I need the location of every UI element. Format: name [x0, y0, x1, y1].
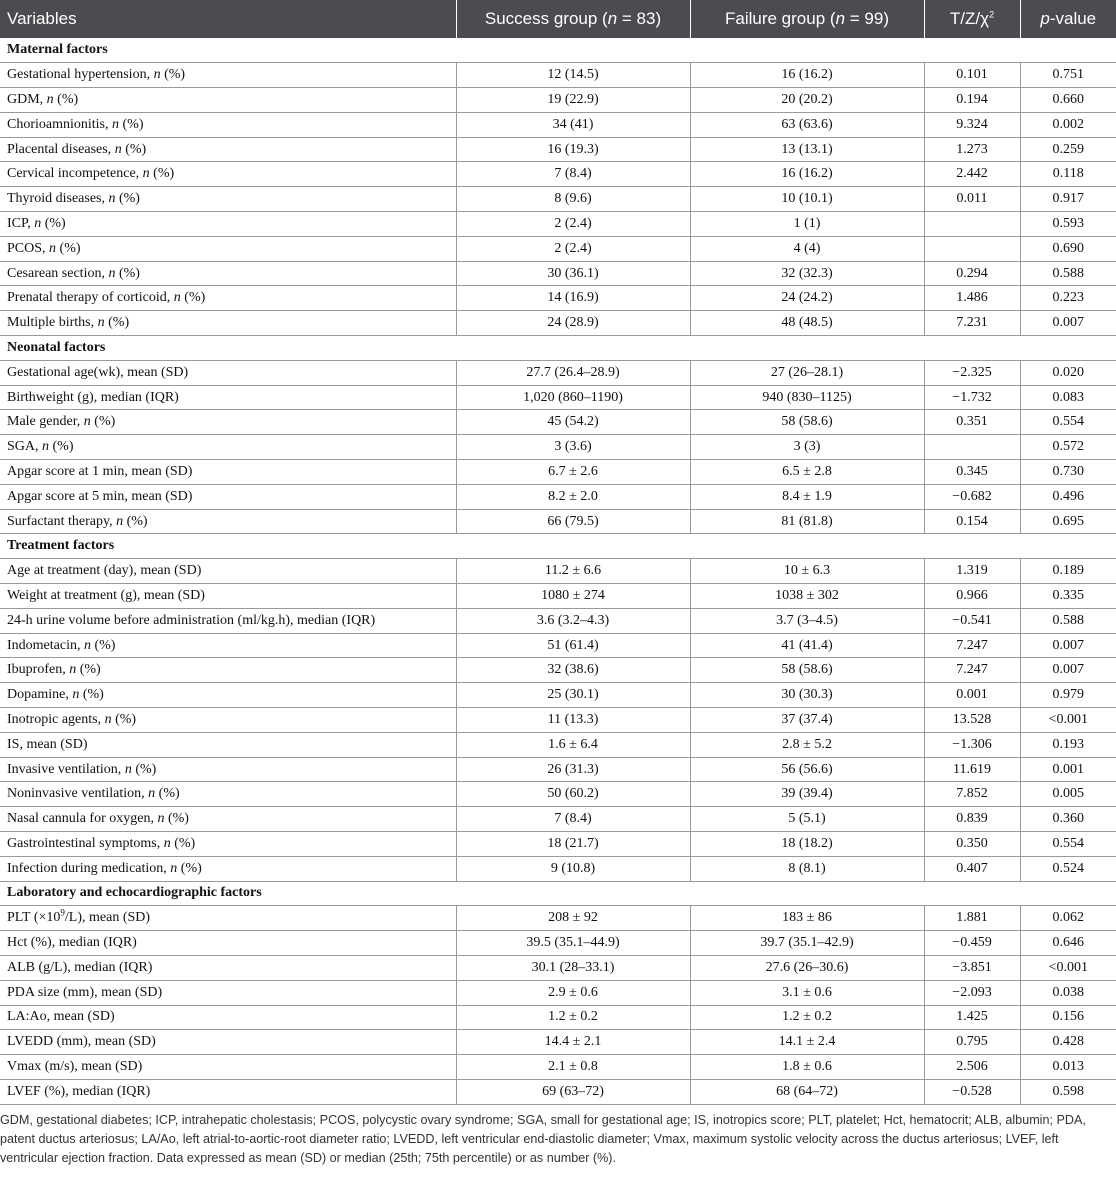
table-row: [0, 931, 1116, 956]
failure-group-value: 20 (20.2): [690, 88, 924, 113]
success-group-value: 66 (79.5): [456, 509, 690, 534]
table-row: [0, 509, 1116, 534]
p-value: 0.007: [1020, 633, 1116, 658]
failure-group-value: 41 (41.4): [690, 633, 924, 658]
table-row: [0, 708, 1116, 733]
test-statistic-value: −0.682: [924, 484, 1020, 509]
table-row: [0, 1030, 1116, 1055]
test-statistic-value: −2.093: [924, 980, 1020, 1005]
p-value: 0.554: [1020, 410, 1116, 435]
test-statistic-value: 0.194: [924, 88, 1020, 113]
success-group-value: 1.6 ± 6.4: [456, 732, 690, 757]
variable-label: Inotropic agents, n (%): [0, 708, 456, 733]
test-statistic-value: −2.325: [924, 360, 1020, 385]
p-value: 0.013: [1020, 1055, 1116, 1080]
p-value: 0.588: [1020, 608, 1116, 633]
variable-label: LVEDD (mm), mean (SD): [0, 1030, 456, 1055]
failure-group-value: 30 (30.3): [690, 683, 924, 708]
section-title: Laboratory and echocardiographic factors: [0, 881, 1116, 906]
failure-group-value: 10 ± 6.3: [690, 559, 924, 584]
success-group-value: 34 (41): [456, 112, 690, 137]
failure-group-value: 3.1 ± 0.6: [690, 980, 924, 1005]
variable-label: Thyroid diseases, n (%): [0, 187, 456, 212]
success-group-value: 2 (2.4): [456, 212, 690, 237]
success-group-value: 208 ± 92: [456, 906, 690, 931]
success-group-value: 2.1 ± 0.8: [456, 1055, 690, 1080]
failure-group-value: 18 (18.2): [690, 832, 924, 857]
success-group-value: 25 (30.1): [456, 683, 690, 708]
failure-group-value: 940 (830–1125): [690, 385, 924, 410]
failure-group-value: 10 (10.1): [690, 187, 924, 212]
variable-label: Dopamine, n (%): [0, 683, 456, 708]
test-statistic-value: 0.839: [924, 807, 1020, 832]
success-group-value: 30.1 (28–33.1): [456, 955, 690, 980]
table-row: [0, 435, 1116, 460]
table-row: [0, 757, 1116, 782]
success-group-value: 3 (3.6): [456, 435, 690, 460]
success-group-value: 8 (9.6): [456, 187, 690, 212]
p-value: 0.005: [1020, 782, 1116, 807]
variable-label: IS, mean (SD): [0, 732, 456, 757]
success-group-value: 45 (54.2): [456, 410, 690, 435]
table-row: [0, 63, 1116, 88]
failure-group-value: 4 (4): [690, 236, 924, 261]
table-row: [0, 732, 1116, 757]
test-statistic-value: 0.101: [924, 63, 1020, 88]
table-row: [0, 559, 1116, 584]
failure-group-value: 2.8 ± 5.2: [690, 732, 924, 757]
table-header: [0, 0, 1116, 38]
test-statistic-value: −0.528: [924, 1079, 1020, 1104]
test-statistic-value: 1.273: [924, 137, 1020, 162]
variable-label: Vmax (m/s), mean (SD): [0, 1055, 456, 1080]
failure-group-value: 58 (58.6): [690, 410, 924, 435]
variable-label: PCOS, n (%): [0, 236, 456, 261]
variable-label: Gastrointestinal symptoms, n (%): [0, 832, 456, 857]
p-value: 0.259: [1020, 137, 1116, 162]
success-group-value: 1080 ± 274: [456, 584, 690, 609]
failure-group-value: 16 (16.2): [690, 162, 924, 187]
p-value: 0.917: [1020, 187, 1116, 212]
success-group-value: 27.7 (26.4–28.9): [456, 360, 690, 385]
failure-group-value: 27.6 (26–30.6): [690, 955, 924, 980]
success-group-value: 69 (63–72): [456, 1079, 690, 1104]
p-value: 0.223: [1020, 286, 1116, 311]
test-statistic-value: 2.442: [924, 162, 1020, 187]
success-group-value: 7 (8.4): [456, 807, 690, 832]
p-value: 0.001: [1020, 757, 1116, 782]
failure-group-value: 56 (56.6): [690, 757, 924, 782]
success-group-value: 26 (31.3): [456, 757, 690, 782]
test-statistic-value: 7.231: [924, 311, 1020, 336]
test-statistic-value: 2.506: [924, 1055, 1020, 1080]
variable-label: GDM, n (%): [0, 88, 456, 113]
failure-group-value: 39 (39.4): [690, 782, 924, 807]
table-row: [0, 832, 1116, 857]
variable-label: Cervical incompetence, n (%): [0, 162, 456, 187]
failure-group-value: 37 (37.4): [690, 708, 924, 733]
p-value: 0.690: [1020, 236, 1116, 261]
header-test-statistic: $T/Z/\chi^2$: [924, 0, 1020, 38]
section-header-row: [0, 881, 1116, 906]
p-value: 0.189: [1020, 559, 1116, 584]
table-row: [0, 484, 1116, 509]
success-group-value: 16 (19.3): [456, 137, 690, 162]
test-statistic-value: 0.795: [924, 1030, 1020, 1055]
success-group-value: 12 (14.5): [456, 63, 690, 88]
p-value: 0.524: [1020, 856, 1116, 881]
p-value: 0.007: [1020, 311, 1116, 336]
section-header-row: [0, 336, 1116, 361]
variable-label: Cesarean section, n (%): [0, 261, 456, 286]
success-group-value: 8.2 ± 2.0: [456, 484, 690, 509]
test-statistic-value: 0.154: [924, 509, 1020, 534]
variable-label: 24-h urine volume before administration (ml/kg.h), median (IQR): [0, 608, 456, 633]
table-row: [0, 608, 1116, 633]
success-group-value: 18 (21.7): [456, 832, 690, 857]
success-group-value: 2.9 ± 0.6: [456, 980, 690, 1005]
table-body: [0, 38, 1116, 1104]
test-statistic-value: 7.247: [924, 658, 1020, 683]
success-group-value: 2 (2.4): [456, 236, 690, 261]
failure-group-value: 1.2 ± 0.2: [690, 1005, 924, 1030]
section-title: Maternal factors: [0, 38, 1116, 63]
failure-group-value: 81 (81.8): [690, 509, 924, 534]
failure-group-value: 48 (48.5): [690, 311, 924, 336]
table-row: [0, 460, 1116, 485]
success-group-value: 39.5 (35.1–44.9): [456, 931, 690, 956]
p-value: 0.496: [1020, 484, 1116, 509]
test-statistic-value: −1.306: [924, 732, 1020, 757]
variable-label: Chorioamnionitis, n (%): [0, 112, 456, 137]
table-row: [0, 137, 1116, 162]
p-value: 0.002: [1020, 112, 1116, 137]
table-row: [0, 1005, 1116, 1030]
test-statistic-value: [924, 435, 1020, 460]
test-statistic-value: 9.324: [924, 112, 1020, 137]
test-statistic-value: 11.619: [924, 757, 1020, 782]
table-row: [0, 360, 1116, 385]
variable-label: Multiple births, n (%): [0, 311, 456, 336]
success-group-value: 11.2 ± 6.6: [456, 559, 690, 584]
variable-label: PDA size (mm), mean (SD): [0, 980, 456, 1005]
variable-label: Male gender, n (%): [0, 410, 456, 435]
test-statistic-value: 13.528: [924, 708, 1020, 733]
header-variables: Variables: [0, 0, 456, 38]
variable-label: LVEF (%), median (IQR): [0, 1079, 456, 1104]
table-row: [0, 261, 1116, 286]
success-group-value: 9 (10.8): [456, 856, 690, 881]
failure-group-value: 39.7 (35.1–42.9): [690, 931, 924, 956]
variable-label: Infection during medication, n (%): [0, 856, 456, 881]
success-group-value: 30 (36.1): [456, 261, 690, 286]
test-statistic-value: 7.852: [924, 782, 1020, 807]
failure-group-value: 13 (13.1): [690, 137, 924, 162]
variable-label: Nasal cannula for oxygen, n (%): [0, 807, 456, 832]
variable-label: Apgar score at 5 min, mean (SD): [0, 484, 456, 509]
variable-label: Invasive ventilation, n (%): [0, 757, 456, 782]
p-value: 0.038: [1020, 980, 1116, 1005]
table-row: [0, 112, 1116, 137]
p-value: 0.598: [1020, 1079, 1116, 1104]
table-row: [0, 658, 1116, 683]
table-row: [0, 410, 1116, 435]
success-group-value: 50 (60.2): [456, 782, 690, 807]
p-value: 0.428: [1020, 1030, 1116, 1055]
test-statistic-value: 1.881: [924, 906, 1020, 931]
failure-group-value: 8.4 ± 1.9: [690, 484, 924, 509]
variable-label: Noninvasive ventilation, n (%): [0, 782, 456, 807]
variable-label: Weight at treatment (g), mean (SD): [0, 584, 456, 609]
success-group-value: 14.4 ± 2.1: [456, 1030, 690, 1055]
p-value: 0.020: [1020, 360, 1116, 385]
table-row: [0, 683, 1116, 708]
p-value: 0.156: [1020, 1005, 1116, 1030]
table-row: [0, 187, 1116, 212]
section-header-row: [0, 534, 1116, 559]
header-p-value: p-value: [1020, 0, 1116, 38]
p-value: 0.979: [1020, 683, 1116, 708]
table-row: [0, 807, 1116, 832]
table-row: [0, 236, 1116, 261]
success-group-value: 6.7 ± 2.6: [456, 460, 690, 485]
variable-label: Hct (%), median (IQR): [0, 931, 456, 956]
test-statistic-value: 1.486: [924, 286, 1020, 311]
table-row: [0, 1079, 1116, 1104]
p-value: 0.751: [1020, 63, 1116, 88]
failure-group-value: 3 (3): [690, 435, 924, 460]
failure-group-value: 5 (5.1): [690, 807, 924, 832]
failure-group-value: 68 (64–72): [690, 1079, 924, 1104]
p-value: 0.118: [1020, 162, 1116, 187]
section-title: Treatment factors: [0, 534, 1116, 559]
variable-label: Gestational hypertension, n (%): [0, 63, 456, 88]
failure-group-value: 1038 ± 302: [690, 584, 924, 609]
table-row: [0, 88, 1116, 113]
table-row: [0, 286, 1116, 311]
test-statistic-value: 0.407: [924, 856, 1020, 881]
failure-group-value: 3.7 (3–4.5): [690, 608, 924, 633]
success-group-value: 7 (8.4): [456, 162, 690, 187]
test-statistic-value: 0.345: [924, 460, 1020, 485]
success-group-value: 32 (38.6): [456, 658, 690, 683]
table-row: [0, 162, 1116, 187]
table-row: [0, 212, 1116, 237]
section-header-row: [0, 38, 1116, 63]
variable-label: Age at treatment (day), mean (SD): [0, 559, 456, 584]
table-row: [0, 633, 1116, 658]
failure-group-value: 27 (26–28.1): [690, 360, 924, 385]
failure-group-value: 24 (24.2): [690, 286, 924, 311]
test-statistic-value: [924, 236, 1020, 261]
p-value: 0.062: [1020, 906, 1116, 931]
test-statistic-value: 0.011: [924, 187, 1020, 212]
success-group-value: 24 (28.9): [456, 311, 690, 336]
failure-group-value: 1 (1): [690, 212, 924, 237]
p-value: 0.593: [1020, 212, 1116, 237]
test-statistic-value: −3.851: [924, 955, 1020, 980]
variable-label: Prenatal therapy of corticoid, n (%): [0, 286, 456, 311]
success-group-value: 51 (61.4): [456, 633, 690, 658]
table-footnote: GDM, gestational diabetes; ICP, intrahepatic cholestasis; PCOS, polycystic ovary syndrome; SGA, small for gestational age; IS, inotropics score; PLT, platelet; Hct, hematocrit; ALB, albumin; PDA, patent ductus arteriosus; LA/Ao, left atrial-to-aortic-root diameter ratio; LVEDD, left ventricular end-diastolic diameter; Vmax, maximum systolic velocity across the ductus arteriosus; LVEF, left ventricular ejection fraction. Data expressed as mean (SD) or median (25th; 75th percentile) or as number (%).: [0, 1112, 1086, 1165]
p-value: 0.660: [1020, 88, 1116, 113]
variable-label: Surfactant therapy, n (%): [0, 509, 456, 534]
table-row: [0, 906, 1116, 931]
variable-label: PLT $(\times 10^9/L)$, mean (SD): [0, 906, 456, 931]
variable-label: Placental diseases, n (%): [0, 137, 456, 162]
table-row: [0, 856, 1116, 881]
table-row: [0, 955, 1116, 980]
table-row: [0, 385, 1116, 410]
header-failure-group: Failure group (n = 99): [690, 0, 924, 38]
p-value: 0.695: [1020, 509, 1116, 534]
test-statistic-value: 1.319: [924, 559, 1020, 584]
test-statistic-value: 0.350: [924, 832, 1020, 857]
table-row: [0, 1055, 1116, 1080]
p-value: 0.083: [1020, 385, 1116, 410]
table-row: [0, 782, 1116, 807]
p-value: 0.646: [1020, 931, 1116, 956]
p-value: 0.335: [1020, 584, 1116, 609]
failure-group-value: 183 ± 86: [690, 906, 924, 931]
success-group-value: 1.2 ± 0.2: [456, 1005, 690, 1030]
section-title: Neonatal factors: [0, 336, 1116, 361]
failure-group-value: 16 (16.2): [690, 63, 924, 88]
variable-label: ICP, n (%): [0, 212, 456, 237]
test-statistic-value: 7.247: [924, 633, 1020, 658]
p-value: 0.588: [1020, 261, 1116, 286]
variable-label: SGA, n (%): [0, 435, 456, 460]
variable-label: Apgar score at 1 min, mean (SD): [0, 460, 456, 485]
variable-label: Gestational age(wk), mean (SD): [0, 360, 456, 385]
variable-label: LA:Ao, mean (SD): [0, 1005, 456, 1030]
variable-label: Birthweight (g), median (IQR): [0, 385, 456, 410]
p-value: 0.007: [1020, 658, 1116, 683]
p-value: 0.572: [1020, 435, 1116, 460]
p-value: 0.554: [1020, 832, 1116, 857]
failure-group-value: 8 (8.1): [690, 856, 924, 881]
success-group-value: 11 (13.3): [456, 708, 690, 733]
table-row: [0, 584, 1116, 609]
test-statistic-value: 0.294: [924, 261, 1020, 286]
failure-group-value: 1.8 ± 0.6: [690, 1055, 924, 1080]
test-statistic-value: −1.732: [924, 385, 1020, 410]
variable-label: ALB (g/L), median (IQR): [0, 955, 456, 980]
p-value: 0.193: [1020, 732, 1116, 757]
test-statistic-value: −0.459: [924, 931, 1020, 956]
header-row: [0, 0, 1116, 38]
failure-group-value: 58 (58.6): [690, 658, 924, 683]
p-value: <0.001: [1020, 955, 1116, 980]
test-statistic-value: 0.001: [924, 683, 1020, 708]
test-statistic-value: −0.541: [924, 608, 1020, 633]
success-group-value: 14 (16.9): [456, 286, 690, 311]
test-statistic-value: 0.351: [924, 410, 1020, 435]
test-statistic-value: [924, 212, 1020, 237]
table-row: [0, 980, 1116, 1005]
success-group-value: 3.6 (3.2–4.3): [456, 608, 690, 633]
failure-group-value: 63 (63.6): [690, 112, 924, 137]
header-success-group: Success group (n = 83): [456, 0, 690, 38]
failure-group-value: 14.1 ± 2.4: [690, 1030, 924, 1055]
success-group-value: 19 (22.9): [456, 88, 690, 113]
variable-label: Indometacin, n (%): [0, 633, 456, 658]
test-statistic-value: 1.425: [924, 1005, 1020, 1030]
failure-group-value: 6.5 ± 2.8: [690, 460, 924, 485]
test-statistic-value: 0.966: [924, 584, 1020, 609]
success-group-value: 1,020 (860–1190): [456, 385, 690, 410]
failure-group-value: 32 (32.3): [690, 261, 924, 286]
variable-label: Ibuprofen, n (%): [0, 658, 456, 683]
table-row: [0, 311, 1116, 336]
p-value: 0.730: [1020, 460, 1116, 485]
p-value: 0.360: [1020, 807, 1116, 832]
p-value: <0.001: [1020, 708, 1116, 733]
